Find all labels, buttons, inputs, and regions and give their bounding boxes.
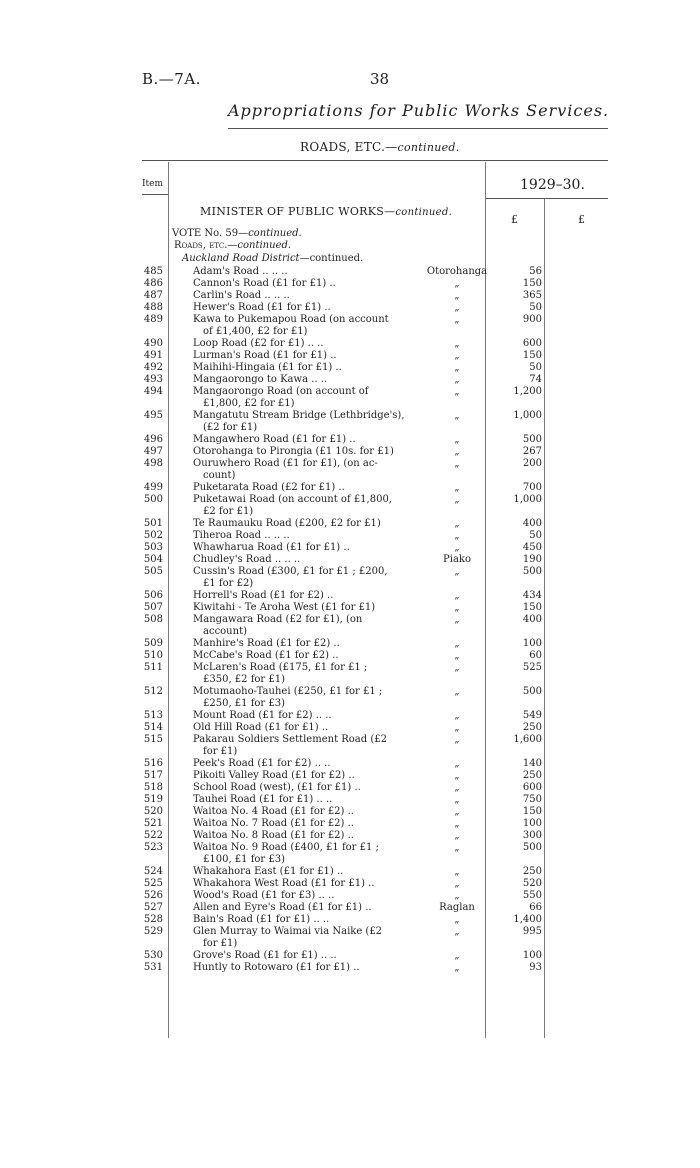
amount-value: 600 (522, 338, 542, 349)
road-description: Mangawhero Road (£1 for £1) .. (193, 434, 356, 445)
amount-value: 750 (522, 794, 542, 805)
item-number: 514 (143, 722, 163, 733)
road-description: Glen Murray to Waimai via Naike (£2 (193, 926, 383, 937)
road-description: £1 for £2) (203, 578, 254, 589)
road-description: Pakarau Soldiers Settlement Road (£2 (193, 734, 387, 745)
table-row (0, 590, 700, 602)
item-number: 491 (143, 350, 163, 361)
road-description: Puketarata Road (£2 for £1) .. (193, 482, 345, 493)
table-row (0, 650, 700, 662)
district-location: „ (454, 434, 460, 445)
item-number: 499 (143, 482, 163, 493)
item-number: 500 (143, 494, 163, 505)
table-row (0, 758, 700, 770)
amount-value: 250 (522, 722, 542, 733)
amount-value: 74 (529, 374, 542, 385)
table-row (0, 566, 700, 578)
table-row (0, 290, 700, 302)
item-number: 511 (143, 662, 163, 673)
table-row (0, 482, 700, 494)
item-number: 517 (143, 770, 163, 781)
road-description: Motumaoho-Tauhei (£250, £1 for £1 ; (193, 686, 383, 697)
district-location: „ (454, 350, 460, 361)
road-description: Puketawai Road (on account of £1,800, (193, 494, 392, 505)
continuation-line (0, 938, 700, 950)
road-description: for £1) (203, 746, 238, 757)
amount-value: 56 (529, 266, 542, 277)
continuation-line (0, 422, 700, 434)
amount-value: 500 (522, 434, 542, 445)
table-row (0, 542, 700, 554)
road-description: Cussin's Road (£300, £1 for £1 ; £200, (193, 566, 388, 577)
table-row (0, 818, 700, 830)
road-description: Kiwitahi - Te Aroha West (£1 for £1) (193, 602, 376, 613)
item-number: 506 (143, 590, 163, 601)
district-location: „ (454, 482, 460, 493)
road-description: Otorohanga to Pirongia (£1 10s. for £1) (193, 446, 394, 457)
district-location: „ (454, 338, 460, 349)
amount-value: 150 (522, 806, 542, 817)
district-location: „ (454, 302, 460, 313)
road-description: for £1) (203, 938, 238, 949)
district-location: „ (454, 926, 460, 937)
item-number: 522 (143, 830, 163, 841)
continuation-line (0, 506, 700, 518)
table-row (0, 794, 700, 806)
district-location: „ (454, 314, 460, 325)
table-row (0, 770, 700, 782)
amount-value: 550 (522, 890, 542, 901)
district-location: „ (454, 662, 460, 673)
district-location: „ (454, 950, 460, 961)
continuation-line (0, 578, 700, 590)
table-row (0, 338, 700, 350)
road-description: Waitoa No. 8 Road (£1 for £2) .. (193, 830, 354, 841)
table-row (0, 266, 700, 278)
item-number: 518 (143, 782, 163, 793)
road-description: Carlin's Road .. .. .. (193, 290, 290, 301)
road-description: McCabe's Road (£1 for £2) .. (193, 650, 339, 661)
road-description: Cannon's Road (£1 for £1) .. (193, 278, 336, 289)
item-number: 523 (143, 842, 163, 853)
amount-value: 700 (522, 482, 542, 493)
district-location: „ (454, 734, 460, 745)
road-description: Waitoa No. 9 Road (£400, £1 for £1 ; (193, 842, 379, 853)
road-description: Allen and Eyre's Road (£1 for £1) .. (193, 902, 372, 913)
item-number: 510 (143, 650, 163, 661)
district-location: „ (454, 566, 460, 577)
amount-value: 150 (522, 602, 542, 613)
item-number: 505 (143, 566, 163, 577)
district-location: Raglan (439, 902, 475, 913)
item-number: 504 (143, 554, 163, 565)
amount-value: 525 (522, 662, 542, 673)
amount-value: 300 (522, 830, 542, 841)
continuation-line (0, 470, 700, 482)
item-number: 493 (143, 374, 163, 385)
item-number: 498 (143, 458, 163, 469)
amount-value: 450 (522, 542, 542, 553)
road-description: Whakahora West Road (£1 for £1) .. (193, 878, 375, 889)
item-number: 492 (143, 362, 163, 373)
table-row (0, 410, 700, 422)
road-description: Manhire's Road (£1 for £2) .. (193, 638, 340, 649)
road-description: Tauhei Road (£1 for £1) .. .. (193, 794, 333, 805)
amount-value: 400 (522, 518, 542, 529)
table-row (0, 494, 700, 506)
table-row (0, 722, 700, 734)
item-number: 508 (143, 614, 163, 625)
document-reference: B.—7A. (142, 70, 201, 88)
district-location: „ (454, 806, 460, 817)
amount-value: 1,400 (513, 914, 542, 925)
road-description: Adam's Road .. .. .. (193, 266, 288, 277)
continuation-line (0, 626, 700, 638)
district-location: „ (454, 650, 460, 661)
amount-value: 434 (522, 590, 542, 601)
district-location: „ (454, 878, 460, 889)
item-number: 529 (143, 926, 163, 937)
item-number: 496 (143, 434, 163, 445)
road-description: Hewer's Road (£1 for £1) .. (193, 302, 331, 313)
minister-heading: MINISTER OF PUBLIC WORKS—continued. (200, 205, 453, 218)
item-number: 527 (143, 902, 163, 913)
table-row (0, 902, 700, 914)
table-row (0, 926, 700, 938)
district-location: Otorohanga (426, 266, 488, 277)
item-number: 526 (143, 890, 163, 901)
road-description: Loop Road (£2 for £1) .. .. (193, 338, 324, 349)
amount-value: 1,000 (513, 494, 542, 505)
item-number: 495 (143, 410, 163, 421)
item-number: 485 (143, 266, 163, 277)
item-number: 530 (143, 950, 163, 961)
amount-value: 100 (522, 638, 542, 649)
table-row (0, 782, 700, 794)
table-top-rule (142, 160, 608, 161)
road-description: £2 for £1) (203, 506, 254, 517)
item-number: 521 (143, 818, 163, 829)
road-description: Old Hill Road (£1 for £1) .. (193, 722, 329, 733)
table-row (0, 278, 700, 290)
pound-sign-header: £ (511, 213, 518, 226)
item-column-header: Item (142, 179, 164, 189)
district-subheading: Auckland Road District—continued. (182, 253, 364, 264)
section-heading: ROADS, ETC.—continued. (300, 140, 460, 154)
district-location: „ (454, 770, 460, 781)
amount-value: 140 (522, 758, 542, 769)
road-description: count) (203, 470, 236, 481)
amount-value: 995 (522, 926, 542, 937)
table-row (0, 638, 700, 650)
road-description: Mangatutu Stream Bridge (Lethbridge's), (193, 410, 405, 421)
road-description: Waitoa No. 4 Road (£1 for £2) .. (193, 806, 354, 817)
table-row (0, 602, 700, 614)
table-row (0, 434, 700, 446)
item-number: 502 (143, 530, 163, 541)
district-location: „ (454, 602, 460, 613)
table-row (0, 314, 700, 326)
road-description: Te Raumauku Road (£200, £2 for £1) (193, 518, 381, 529)
road-description: Waitoa No. 7 Road (£1 for £2) .. (193, 818, 354, 829)
district-location: „ (454, 590, 460, 601)
continuation-line (0, 326, 700, 338)
table-row (0, 806, 700, 818)
district-location: „ (454, 494, 460, 505)
district-location: „ (454, 518, 460, 529)
item-number: 519 (143, 794, 163, 805)
item-number: 494 (143, 386, 163, 397)
district-location: „ (454, 638, 460, 649)
district-location: „ (454, 386, 460, 397)
road-description: account) (203, 626, 247, 637)
table-row (0, 554, 700, 566)
road-description: Whakahora East (£1 for £1) .. (193, 866, 344, 877)
road-description: Chudley's Road .. .. .. (193, 554, 301, 565)
district-location: Piako (443, 554, 471, 565)
district-location: „ (454, 710, 460, 721)
district-location: „ (454, 362, 460, 373)
amount-value: 200 (522, 458, 542, 469)
district-location: „ (454, 614, 460, 625)
vote-heading: VOTE No. 59—continued. (172, 228, 302, 239)
road-description: £100, £1 for £3) (203, 854, 286, 865)
item-number: 488 (143, 302, 163, 313)
road-description: School Road (west), (£1 for £1) .. (193, 782, 361, 793)
table-row (0, 662, 700, 674)
table-row (0, 950, 700, 962)
table-row (0, 710, 700, 722)
district-location: „ (454, 542, 460, 553)
district-location: „ (454, 686, 460, 697)
district-location: „ (454, 866, 460, 877)
district-location: „ (454, 782, 460, 793)
district-location: „ (454, 830, 460, 841)
district-location: „ (454, 446, 460, 457)
road-description: £350, £2 for £1) (203, 674, 286, 685)
road-description: Ouruwhero Road (£1 for £1), (on ac- (193, 458, 378, 469)
item-number: 513 (143, 710, 163, 721)
district-location: „ (454, 410, 460, 421)
item-number: 528 (143, 914, 163, 925)
road-description: Mangaorongo Road (on account of (193, 386, 369, 397)
road-description: Grove's Road (£1 for £1) .. .. (193, 950, 337, 961)
table-row (0, 362, 700, 374)
continuation-line (0, 698, 700, 710)
table-row (0, 734, 700, 746)
table-row (0, 914, 700, 926)
roads-subheading: Roads, etc.—continued. (174, 240, 292, 251)
continuation-line (0, 854, 700, 866)
road-description: Wood's Road (£1 for £3) .. .. (193, 890, 335, 901)
amount-value: 250 (522, 866, 542, 877)
amount-value: 1,000 (513, 410, 542, 421)
item-number: 524 (143, 866, 163, 877)
road-description: Pikoiti Valley Road (£1 for £2) .. (193, 770, 355, 781)
road-description: £1,800, £2 for £1) (203, 398, 295, 409)
road-description: of £1,400, £2 for £1) (203, 326, 308, 337)
item-number: 487 (143, 290, 163, 301)
district-location: „ (454, 458, 460, 469)
page-title: Appropriations for Public Works Services. (228, 101, 610, 120)
road-description: Horrell's Road (£1 for £2) .. (193, 590, 334, 601)
road-description: Whawharua Road (£1 for £1) .. (193, 542, 350, 553)
continuation-line (0, 674, 700, 686)
table-row (0, 350, 700, 362)
item-number: 512 (143, 686, 163, 697)
amount-value: 900 (522, 314, 542, 325)
table-row (0, 374, 700, 386)
continuation-line (0, 398, 700, 410)
amount-value: 50 (529, 302, 542, 313)
amount-value: 150 (522, 278, 542, 289)
amount-value: 365 (522, 290, 542, 301)
district-location: „ (454, 914, 460, 925)
amount-value: 93 (529, 962, 542, 973)
year-header-rule (486, 198, 608, 199)
road-description: Kawa to Pukemapou Road (on account (193, 314, 389, 325)
amount-value: 50 (529, 362, 542, 373)
continuation-line (0, 746, 700, 758)
table-row (0, 446, 700, 458)
road-description: Mangawara Road (£2 for £1), (on (193, 614, 363, 625)
amount-value: 100 (522, 950, 542, 961)
road-description: Huntly to Rotowaro (£1 for £1) .. (193, 962, 360, 973)
title-rule (228, 128, 608, 129)
table-row (0, 614, 700, 626)
district-location: „ (454, 890, 460, 901)
district-location: „ (454, 374, 460, 385)
road-description: Maihihi-Hingaia (£1 for £1) .. (193, 362, 342, 373)
amount-value: 267 (522, 446, 542, 457)
amount-value: 549 (522, 710, 542, 721)
item-number: 520 (143, 806, 163, 817)
amount-value: 500 (522, 566, 542, 577)
district-location: „ (454, 290, 460, 301)
item-number: 489 (143, 314, 163, 325)
road-description: Mangaorongo to Kawa .. .. (193, 374, 328, 385)
amount-value: 250 (522, 770, 542, 781)
amount-value: 60 (529, 650, 542, 661)
amount-value: 500 (522, 686, 542, 697)
amount-value: 500 (522, 842, 542, 853)
district-location: „ (454, 842, 460, 853)
item-number: 516 (143, 758, 163, 769)
table-row (0, 878, 700, 890)
item-number: 531 (143, 962, 163, 973)
item-number: 509 (143, 638, 163, 649)
table-row (0, 686, 700, 698)
pound-sign-header-2: £ (578, 213, 585, 226)
item-number: 490 (143, 338, 163, 349)
district-location: „ (454, 962, 460, 973)
road-description: Tiheroa Road .. .. .. (193, 530, 290, 541)
amount-value: 190 (522, 554, 542, 565)
amount-value: 150 (522, 350, 542, 361)
table-row (0, 458, 700, 470)
amount-value: 1,600 (513, 734, 542, 745)
road-description: £250, £1 for £3) (203, 698, 286, 709)
item-number: 501 (143, 518, 163, 529)
district-location: „ (454, 758, 460, 769)
table-row (0, 842, 700, 854)
appropriations-list (0, 266, 700, 974)
road-description: Mount Road (£1 for £2) .. .. (193, 710, 332, 721)
item-number: 497 (143, 446, 163, 457)
district-location: „ (454, 818, 460, 829)
district-location: „ (454, 794, 460, 805)
amount-value: 600 (522, 782, 542, 793)
amount-value: 520 (522, 878, 542, 889)
table-row (0, 530, 700, 542)
page-number: 38 (370, 70, 390, 88)
table-row (0, 866, 700, 878)
table-row (0, 962, 700, 974)
road-description: McLaren's Road (£175, £1 for £1 ; (193, 662, 368, 673)
amount-value: 50 (529, 530, 542, 541)
road-description: Bain's Road (£1 for £1) .. .. (193, 914, 330, 925)
road-description: Peek's Road (£1 for £2) .. .. (193, 758, 331, 769)
district-location: „ (454, 530, 460, 541)
table-row (0, 518, 700, 530)
item-number: 507 (143, 602, 163, 613)
year-column-header: 1929–30. (520, 177, 585, 193)
table-row (0, 830, 700, 842)
amount-value: 1,200 (513, 386, 542, 397)
item-number: 525 (143, 878, 163, 889)
amount-value: 400 (522, 614, 542, 625)
district-location: „ (454, 722, 460, 733)
amount-value: 66 (529, 902, 542, 913)
table-row (0, 890, 700, 902)
road-description: Lurman's Road (£1 for £1) .. (193, 350, 337, 361)
amount-value: 100 (522, 818, 542, 829)
table-row (0, 386, 700, 398)
item-number: 503 (143, 542, 163, 553)
item-number: 486 (143, 278, 163, 289)
district-location: „ (454, 278, 460, 289)
table-row (0, 302, 700, 314)
item-header-rule (142, 194, 168, 195)
item-number: 515 (143, 734, 163, 745)
road-description: (£2 for £1) (203, 422, 258, 433)
